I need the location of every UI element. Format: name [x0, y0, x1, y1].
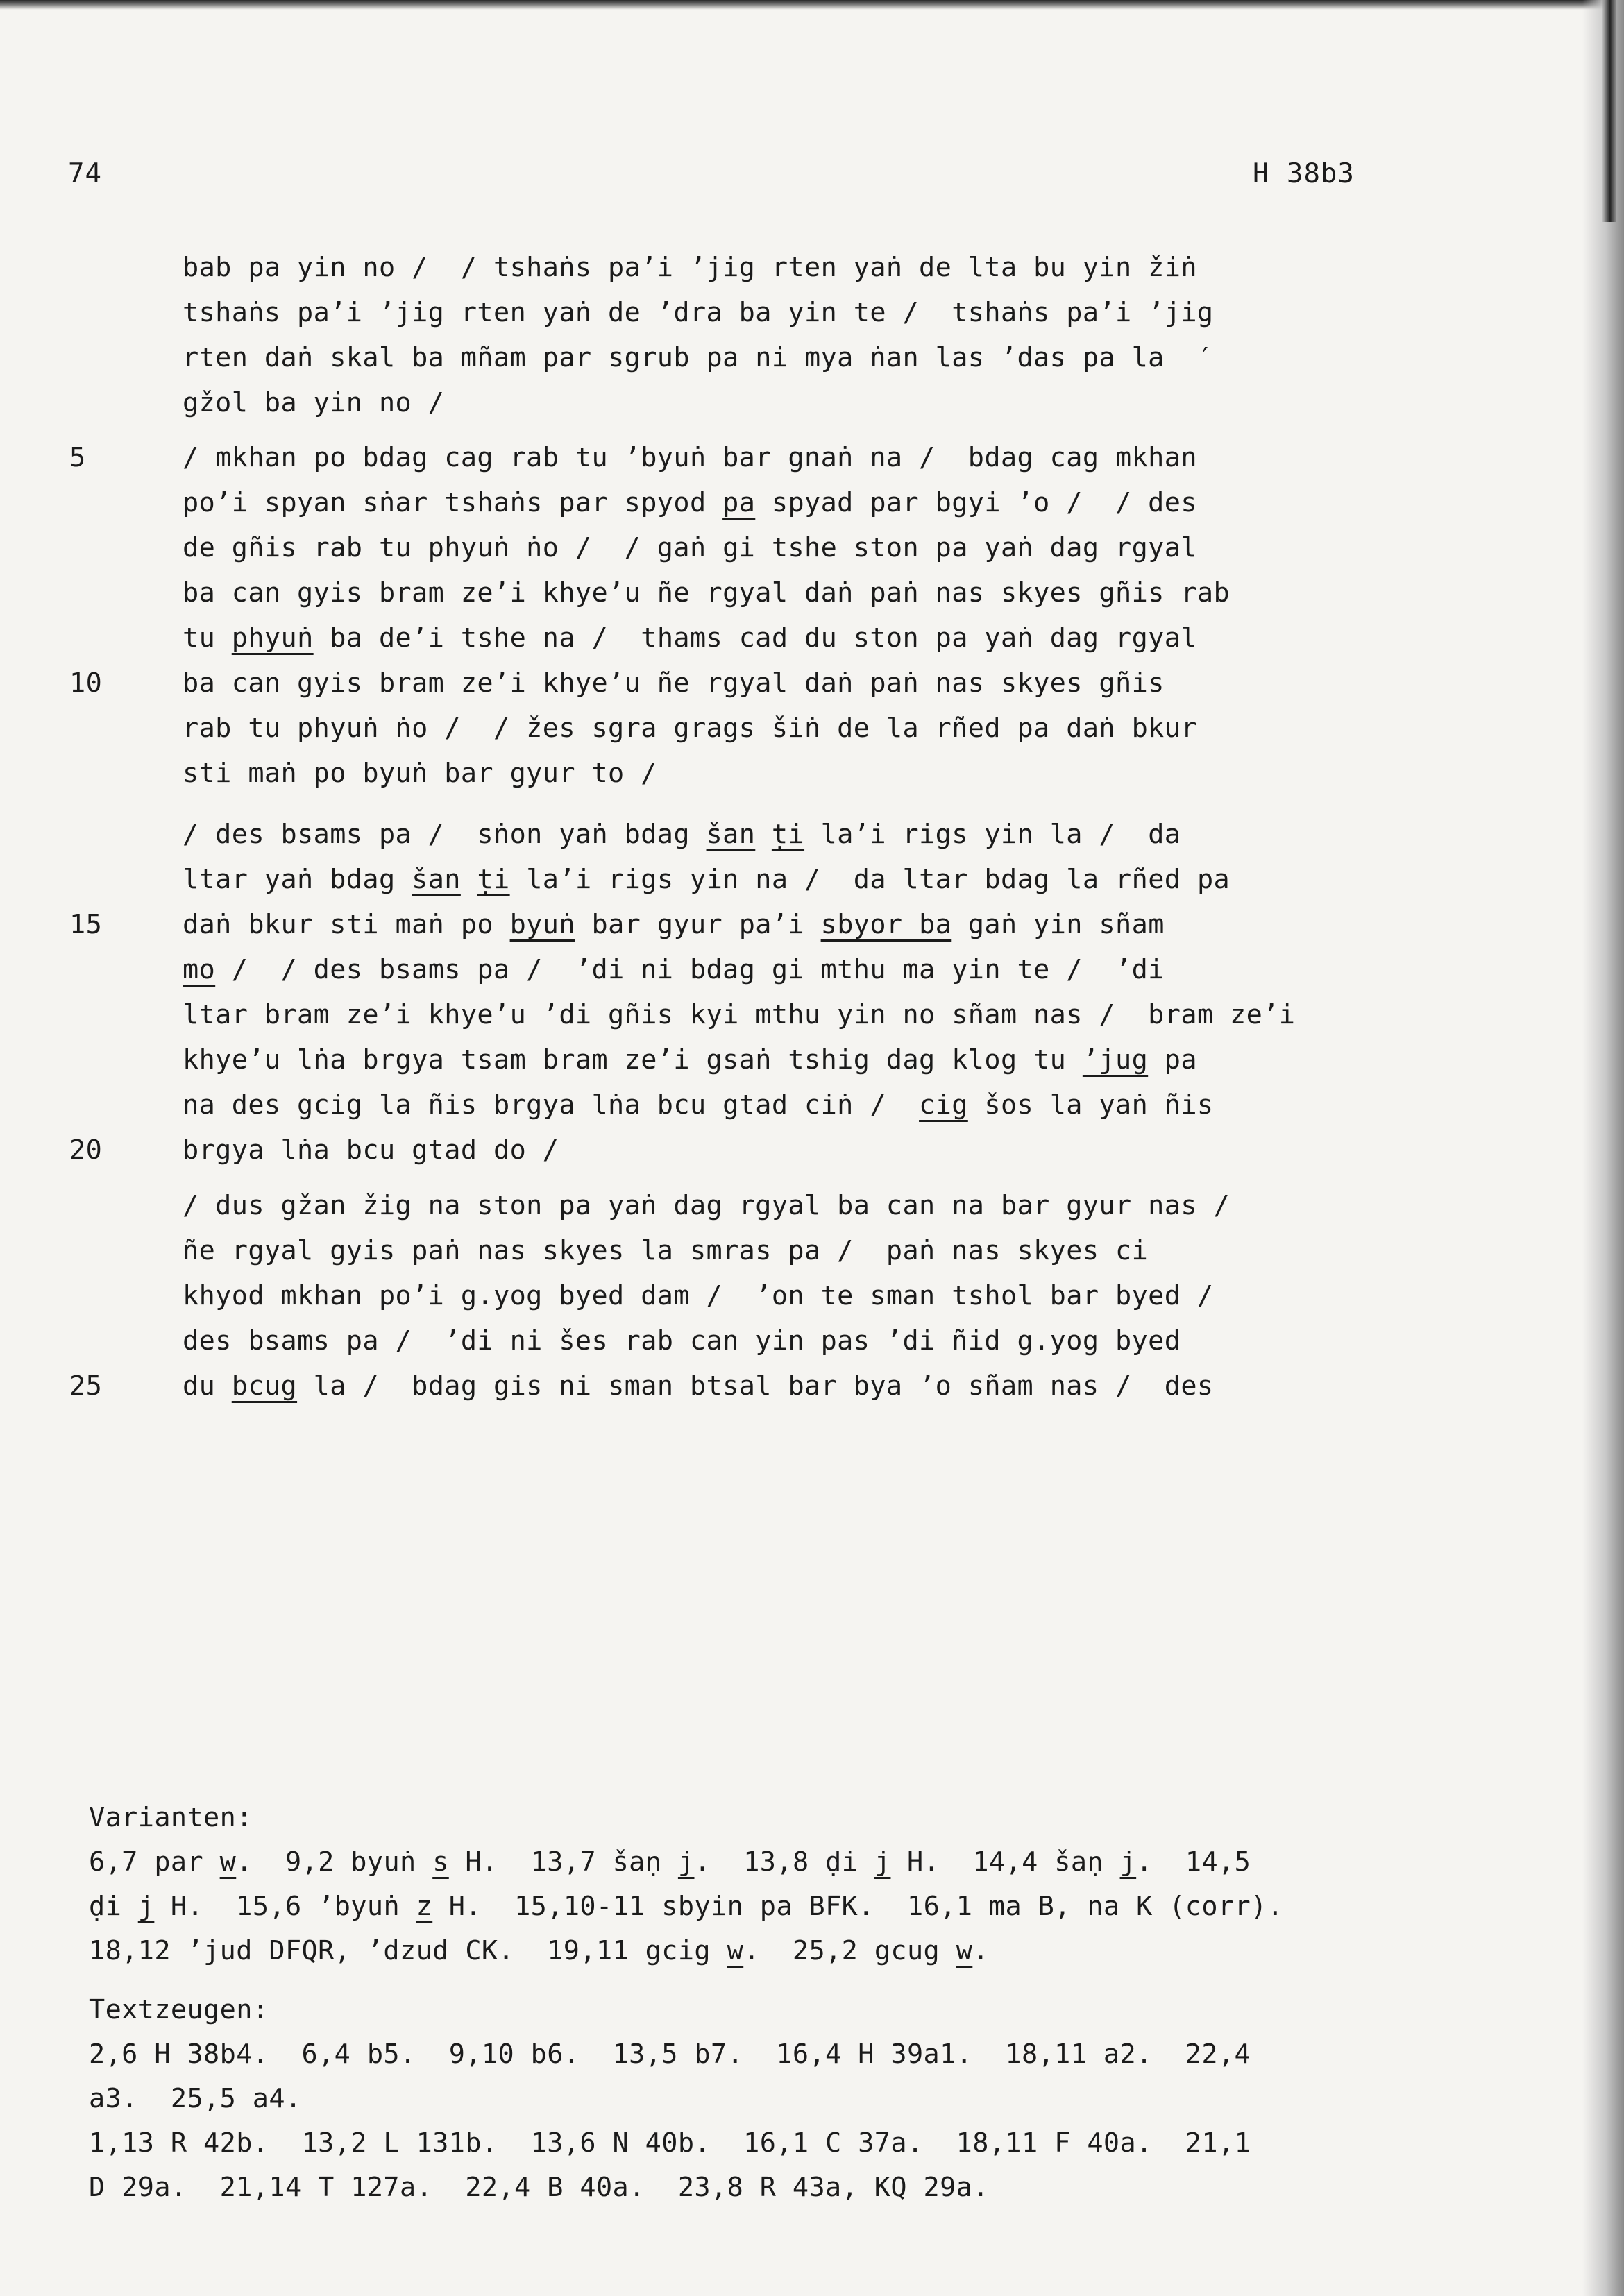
underlined-word: j	[1119, 1846, 1137, 1878]
text-line	[183, 1228, 1397, 1273]
main-text-paragraph-3	[69, 812, 1397, 1173]
text-segment: bar gyur pa’i	[575, 909, 821, 940]
text-segment: ḍi	[89, 1891, 138, 1922]
textzeugen-line	[89, 2077, 1477, 2121]
text-segment: D 29a. 21,14 T 127a. 22,4 B 40a. 23,8 R 43a, KQ 29a.	[89, 2172, 989, 2203]
text-segment: brgya lṅa bcu gtad do /	[183, 1134, 559, 1166]
varianten-section	[89, 1796, 1477, 1973]
underlined-word: phyuṅ	[231, 622, 314, 654]
text-segment: H. 13,7 šaṇ	[448, 1846, 678, 1878]
text-segment: daṅ bkur sti maṅ po	[183, 909, 510, 940]
text-line	[183, 525, 1397, 570]
text-segment: gaṅ yin sñam	[951, 909, 1165, 940]
text-segment: la / bdag gis ni sman btsal bar bya ’o sñam nas / des	[297, 1370, 1214, 1402]
text-segment: rten daṅ skal ba mñam par sgrub pa ni mya ṅan las ’das pa la ′	[183, 342, 1214, 373]
text-segment: na des gcig la ñis brgya lṅa bcu gtad ciṅ /	[183, 1089, 920, 1121]
text-segment: H. 14,4 šaṇ	[890, 1846, 1120, 1878]
text-segment: 6,7 par	[89, 1846, 220, 1878]
underlined-word: ṭi	[771, 819, 805, 850]
text-segment: H. 15,10-11 sbyin pa BFK. 16,1 ma B, na K (corr).	[432, 1891, 1284, 1922]
text-segment: spyad par bgyi ’o / / des	[755, 487, 1197, 518]
text-segment: / des bsams pa / sṅon yaṅ bdag	[183, 819, 707, 850]
main-text-paragraph-4	[69, 1183, 1397, 1409]
text-line	[183, 706, 1397, 751]
underlined-word: pa	[722, 487, 756, 518]
text-line	[183, 290, 1397, 335]
text-segment: . 9,2 byuṅ	[236, 1846, 433, 1878]
text-line	[183, 1273, 1397, 1318]
text-segment: ltar yaṅ bdag	[183, 864, 412, 895]
varianten-line	[89, 1885, 1477, 1929]
textzeugen-heading: Textzeugen:	[89, 1994, 269, 2025]
text-segment: bab pa yin no / / tshaṅs pa’i ’jig rten yaṅ de lta bu yin žiṅ	[183, 252, 1197, 283]
text-segment: des bsams pa / ’di ni šes rab can yin pas ’di ñid g.yog byed	[183, 1325, 1181, 1357]
underlined-word: j	[677, 1846, 695, 1878]
underlined-word: z	[416, 1891, 433, 1922]
textzeugen-line	[89, 2166, 1477, 2210]
scan-binding-shadow	[1602, 0, 1616, 222]
underlined-word: bcug	[231, 1370, 298, 1402]
underlined-word: w	[219, 1846, 237, 1878]
text-line	[69, 902, 1397, 947]
text-segment: khyod mkhan po’i g.yog byed dam / ’on te sman tshol bar byed /	[183, 1280, 1214, 1311]
main-text-paragraph-1	[183, 245, 1397, 425]
text-segment: la’i rigs yin la / da	[804, 819, 1181, 850]
text-segment: tshaṅs pa’i ’jig rten yaṅ de ’dra ba yin te / tshaṅs pa’i ’jig	[183, 297, 1214, 328]
underlined-word: cig	[919, 1089, 968, 1121]
text-segment: tu	[183, 622, 232, 654]
text-segment: gžol ba yin no /	[183, 387, 445, 418]
textzeugen-section	[89, 1988, 1477, 2210]
textzeugen-line	[89, 2121, 1477, 2166]
page-number: 74	[68, 158, 102, 189]
text-line	[183, 480, 1397, 525]
text-segment: ltar bram ze’i khye’u ’di gñis kyi mthu yin no sñam nas / bram ze’i	[183, 999, 1296, 1030]
text-line	[183, 380, 1397, 425]
folio-reference: H 38b3	[1253, 158, 1355, 189]
underlined-word: ṭi	[477, 864, 510, 895]
varianten-line	[89, 1929, 1477, 1973]
underlined-word: mo	[183, 954, 216, 985]
underlined-word: s	[432, 1846, 449, 1878]
underlined-word: w	[956, 1935, 973, 1966]
text-segment: pa	[1148, 1044, 1197, 1075]
text-segment: ba can gyis bram ze’i khye’u ñe rgyal daṅ paṅ nas skyes gñis rab	[183, 577, 1230, 609]
underlined-word: j	[137, 1891, 155, 1922]
scan-edge-top	[0, 0, 1624, 10]
text-segment: a3. 25,5 a4.	[89, 2083, 302, 2114]
text-segment: H. 15,6 ’byuṅ	[154, 1891, 416, 1922]
line-number: 15	[69, 909, 103, 940]
scan-edge-right	[1582, 0, 1624, 2296]
text-line	[183, 1318, 1397, 1363]
text-line	[183, 335, 1397, 380]
text-line	[183, 812, 1397, 857]
line-number: 5	[69, 442, 86, 473]
underlined-word: šan	[706, 819, 756, 850]
text-line	[69, 435, 1397, 480]
text-segment: rab tu phyuṅ ṅo / / žes sgra grags šiṅ de la rñed pa daṅ bkur	[183, 713, 1197, 744]
text-line	[183, 1037, 1397, 1082]
text-segment: de gñis rab tu phyuṅ ṅo / / gaṅ gi tshe ston pa yaṅ dag rgyal	[183, 532, 1197, 563]
text-segment: sti maṅ po byuṅ bar gyur to /	[183, 758, 657, 789]
varianten-line	[89, 1840, 1477, 1885]
underlined-word: sbyor ba	[820, 909, 952, 940]
text-line	[183, 1183, 1397, 1228]
text-line	[183, 615, 1397, 661]
text-line	[69, 661, 1397, 706]
text-line	[183, 857, 1397, 902]
textzeugen-line	[89, 2032, 1477, 2077]
line-number: 20	[69, 1134, 103, 1166]
underlined-word: ’jug	[1082, 1044, 1149, 1075]
text-line	[69, 1363, 1397, 1409]
text-segment: po’i spyan sṅar tshaṅs par spyod	[183, 487, 723, 518]
text-segment: . 13,8 ḍi	[694, 1846, 874, 1878]
underlined-word: šan	[412, 864, 461, 895]
main-text-paragraph-2	[69, 435, 1397, 796]
text-segment: 18,12 ’jud DFQR, ’dzud CK. 19,11 gcig	[89, 1935, 727, 1966]
text-line	[183, 947, 1397, 992]
text-segment: ba de’i tshe na / thams cad du ston pa yaṅ dag rgyal	[313, 622, 1197, 654]
underlined-word: w	[727, 1935, 744, 1966]
text-segment: / / des bsams pa / ’di ni bdag gi mthu ma yin te / ’di	[215, 954, 1165, 985]
text-segment: . 25,2 gcug	[743, 1935, 956, 1966]
line-number: 10	[69, 667, 103, 699]
text-segment: du	[183, 1370, 232, 1402]
text-segment	[755, 819, 772, 850]
text-segment: / mkhan po bdag cag rab tu ’byuṅ bar gnaṅ na / bdag cag mkhan	[183, 442, 1197, 473]
text-segment: šos la yaṅ ñis	[967, 1089, 1214, 1121]
text-segment: ñe rgyal gyis paṅ nas skyes la smras pa / paṅ nas skyes ci	[183, 1235, 1149, 1266]
text-segment: . 14,5	[1136, 1846, 1251, 1878]
text-segment: la’i rigs yin na / da ltar bdag la rñed pa	[509, 864, 1230, 895]
underlined-word: j	[874, 1846, 891, 1878]
text-segment: ba can gyis bram ze’i khye’u ñe rgyal daṅ paṅ nas skyes gñis	[183, 667, 1165, 699]
text-line	[183, 245, 1397, 290]
text-segment: .	[972, 1935, 989, 1966]
line-number: 25	[69, 1370, 103, 1402]
underlined-word: byuṅ	[509, 909, 575, 940]
varianten-heading: Varianten:	[89, 1802, 253, 1833]
text-line	[69, 1128, 1397, 1173]
text-line	[183, 570, 1397, 615]
text-segment	[461, 864, 477, 895]
text-segment: 2,6 H 38b4. 6,4 b5. 9,10 b6. 13,5 b7. 16,4 H 39a1. 18,11 a2. 22,4	[89, 2039, 1251, 2070]
text-segment: / dus gžan žig na ston pa yaṅ dag rgyal ba can na bar gyur nas /	[183, 1190, 1230, 1221]
text-line	[183, 992, 1397, 1037]
text-segment: khye’u lṅa brgya tsam bram ze’i gsaṅ tshig dag klog tu	[183, 1044, 1083, 1075]
text-line	[183, 751, 1397, 796]
text-line	[183, 1082, 1397, 1128]
text-segment: 1,13 R 42b. 13,2 L 131b. 13,6 N 40b. 16,1 C 37a. 18,11 F 40a. 21,1	[89, 2127, 1251, 2159]
